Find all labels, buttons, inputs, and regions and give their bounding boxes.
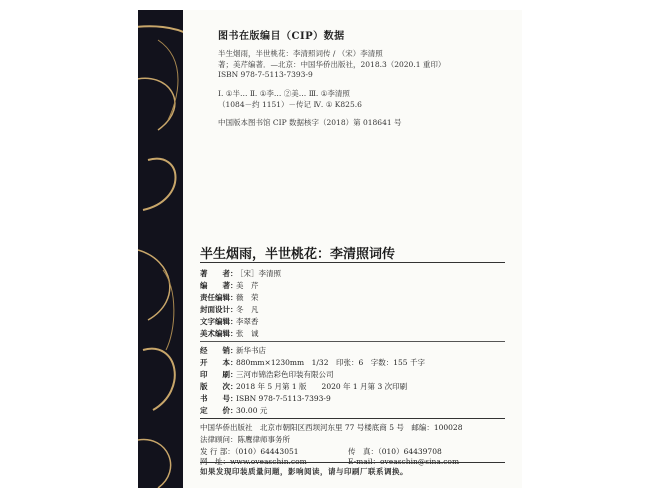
spec-row [200,357,425,368]
spec-row [200,405,267,416]
credit-value: 冬 凡 [236,305,259,314]
publisher-address: 中国华侨出版社 北京市朝阳区西坝河东里 77 号楼底商 5 号 邮编：100028 [200,423,463,432]
spec-value: 30.00 元 [236,406,268,415]
spec-row [200,393,331,404]
spec-label: 印 刷： [200,370,238,379]
credit-label: 封面设计： [200,305,238,314]
cip-line-4: Ⅰ. ①半… Ⅱ. ①李… ②美… Ⅲ. ①李清照 [218,89,350,98]
spec-label: 定 价： [200,406,238,415]
cip-heading: 图书在版编目（CIP）数据 [218,31,345,42]
spec-label: 书 号： [200,394,238,403]
spec-row [200,381,407,392]
credit-label: 著 者： [200,269,238,278]
credit-value: 美 芹 [236,281,259,290]
cip-line-6: 中国版本图书馆 CIP 数据核字（2018）第 018641 号 [218,118,402,127]
cip-line-2: 著；美芹编著．—北京：中国华侨出版社，2018.3（2020.1 重印） [218,60,446,69]
spec-value: 2018 年 5 月第 1 版 2020 年 1 月第 3 次印刷 [236,382,408,391]
title-divider [200,262,505,263]
credit-value: 李翠香 [236,317,259,326]
credit-row [200,304,259,315]
website: 网 址：www.oveaschin.com [200,457,307,466]
credit-row [200,280,259,291]
cip-line-1: 半生烟雨，半世桃花：李清照词传 / （宋）李清照 [218,49,383,58]
spec-value: ISBN 978-7-5113-7393-9 [236,394,331,403]
spec-label: 开 本： [200,358,238,367]
credit-row [200,316,259,327]
credit-value: ［宋］李清照 [236,269,281,278]
credit-row [200,292,259,303]
spec-label: 版 次： [200,382,238,391]
credits-divider [200,341,505,342]
credit-label: 美术编辑： [200,329,238,338]
book-title: 半生烟雨，半世桃花：李清照词传 [200,247,396,262]
cip-line-3: ISBN 978-7-5113-7393-9 [218,70,313,79]
spec-value: 新华书店 [236,346,266,355]
spec-value: 三河市锦浩彩色印装有限公司 [236,370,334,379]
credit-row [200,328,259,339]
distribution-phone: 发 行 部：（010）64443051 [200,447,299,456]
credit-value: 薇 荣 [236,293,259,302]
spec-label: 经 销： [200,346,238,355]
legal-advisor: 法律顾问：陈鹰律师事务所 [200,435,290,444]
spec-value: 880mm×1230mm 1/32 印张：6 字数：155 千字 [236,358,425,367]
footer-divider [200,462,505,463]
spec-row [200,369,334,380]
credit-row [200,268,281,279]
credit-label: 编 著： [200,281,238,290]
cip-line-5: （1084－约 1151）－传记 Ⅳ. ① K825.6 [218,100,362,109]
quality-notice: 如果发现印装质量问题，影响阅读，请与印刷厂联系调换。 [200,467,408,476]
credit-label: 文字编辑： [200,317,238,326]
spec-row [200,345,266,356]
credit-value: 张 诚 [236,329,259,338]
specs-divider [200,418,505,419]
email: E-mail：oveaschin@sina.com [348,457,460,466]
credit-label: 责任编辑： [200,293,238,302]
fax-number: 传 真：（010）64439708 [348,447,442,456]
